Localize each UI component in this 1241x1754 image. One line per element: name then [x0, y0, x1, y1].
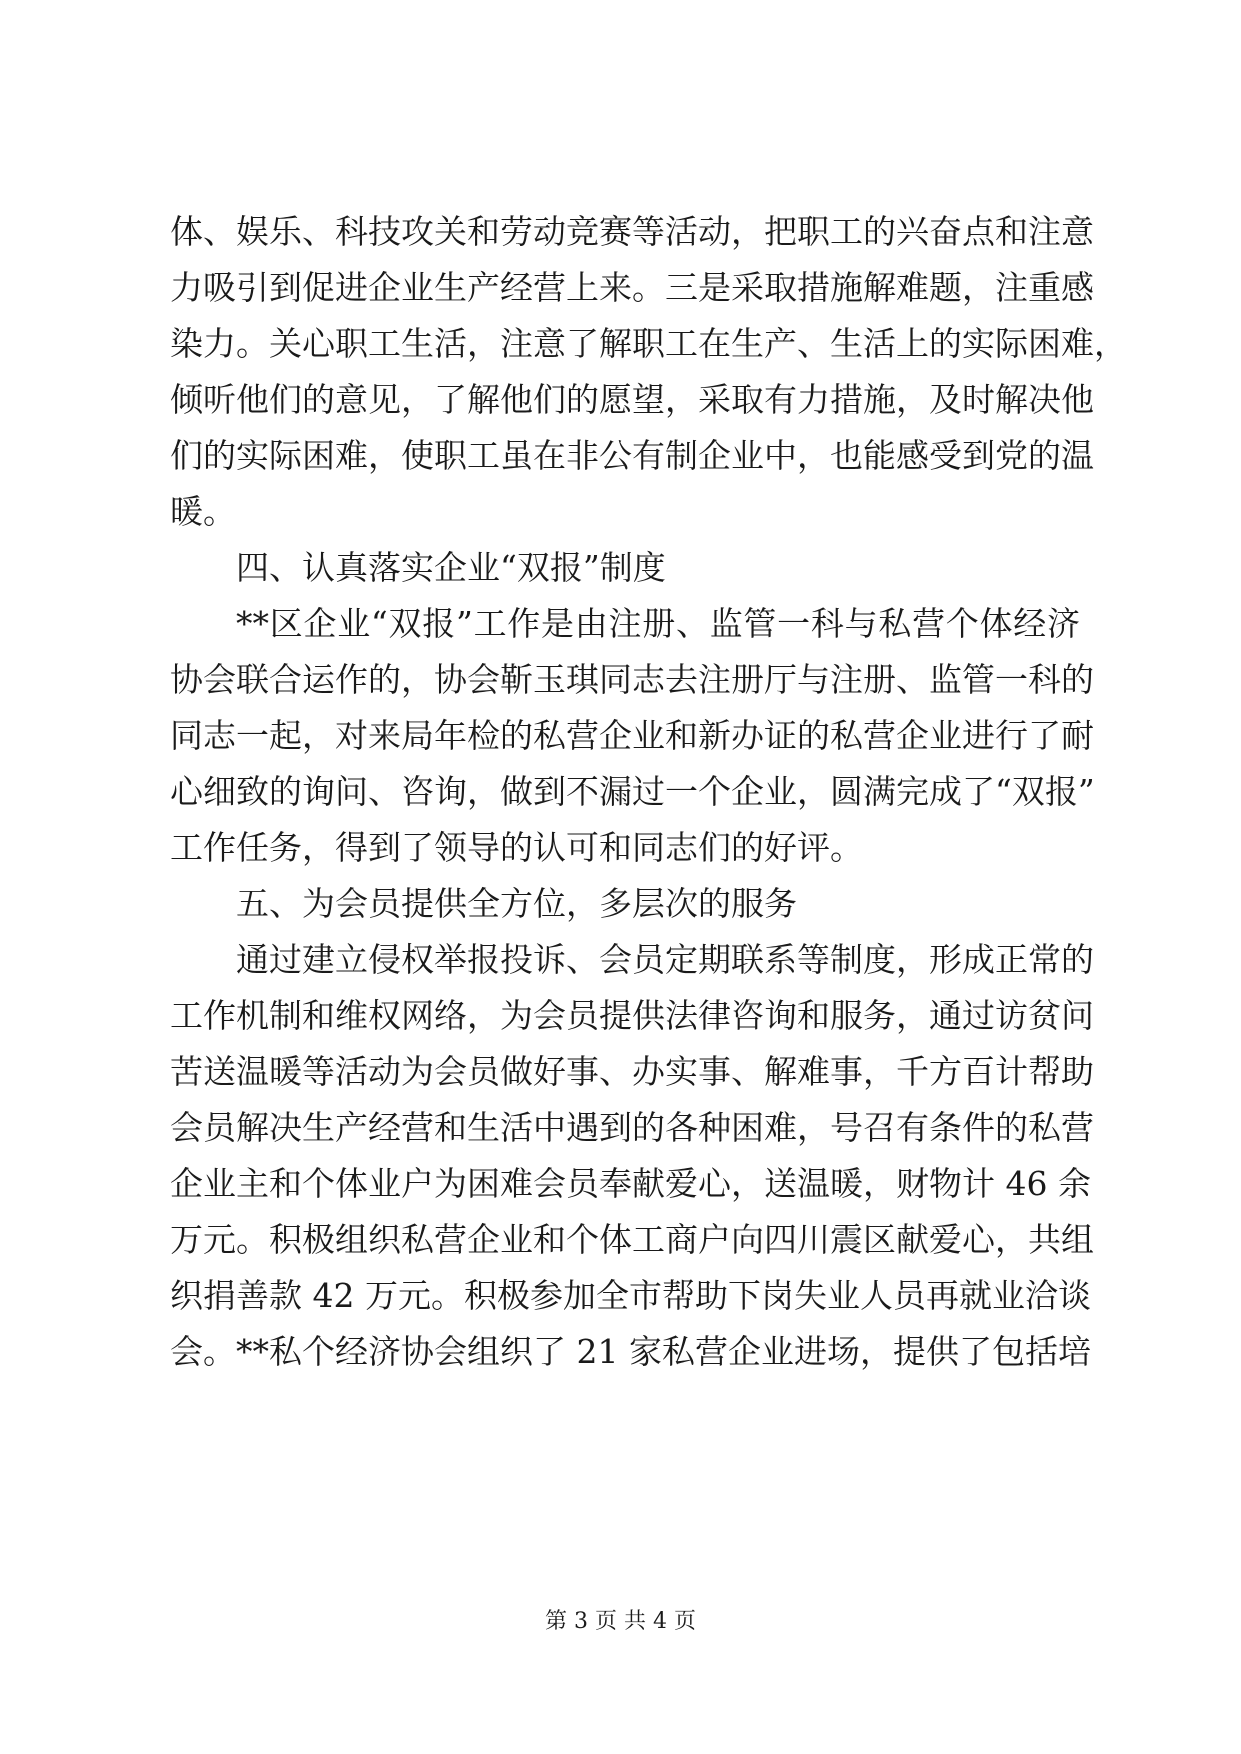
- text-line: 工作机制和维权网络，为会员提供法律咨询和服务，通过访贫问: [170, 996, 1094, 1035]
- text-line: 们的实际困难，使职工虽在非公有制企业中，也能感受到党的温: [170, 436, 1094, 475]
- text-line: 染力。关心职工生活，注意了解职工在生产、生活上的实际困难，: [170, 324, 1127, 363]
- section-heading: 四、认真落实企业“双报”制度: [236, 548, 666, 587]
- text-line: 苦送温暖等活动为会员做好事、办实事、解难事，千方百计帮助: [170, 1052, 1094, 1091]
- text-line: 企业主和个体业户为困难会员奉献爱心，送温暖，财物计 46 余: [170, 1164, 1091, 1203]
- text-line: 工作任务，得到了领导的认可和同志们的好评。: [170, 828, 863, 867]
- text-line: 协会联合运作的，协会靳玉琪同志去注册厅与注册、监管一科的: [170, 660, 1094, 699]
- text-line: 织捐善款 42 万元。积极参加全市帮助下岗失业人员再就业洽谈: [170, 1276, 1091, 1315]
- text-line: 暖。: [170, 492, 236, 531]
- text-line: 体、娱乐、科技攻关和劳动竞赛等活动，把职工的兴奋点和注意: [170, 212, 1094, 251]
- text-line: 力吸引到促进企业生产经营上来。三是采取措施解难题，注重感: [170, 268, 1094, 307]
- text-line: 会。**私个经济协会组织了 21 家私营企业进场，提供了包括培: [170, 1332, 1091, 1371]
- text-line: 万元。积极组织私营企业和个体工商户向四川震区献爱心，共组: [170, 1220, 1094, 1259]
- text-line: 倾听他们的意见，了解他们的愿望，采取有力措施，及时解决他: [170, 380, 1094, 419]
- text-line: **区企业“双报”工作是由注册、监管一科与私营个体经济: [236, 604, 1080, 643]
- text-line: 会员解决生产经营和生活中遇到的各种困难，号召有条件的私营: [170, 1108, 1094, 1147]
- section-heading: 五、为会员提供全方位，多层次的服务: [236, 884, 797, 923]
- text-line: 心细致的询问、咨询，做到不漏过一个企业，圆满完成了“双报”: [170, 772, 1095, 811]
- page-number-footer: 第 3 页 共 4 页: [545, 1609, 696, 1634]
- text-line: 通过建立侵权举报投诉、会员定期联系等制度，形成正常的: [236, 940, 1094, 979]
- text-line: 同志一起，对来局年检的私营企业和新办证的私营企业进行了耐: [170, 716, 1094, 755]
